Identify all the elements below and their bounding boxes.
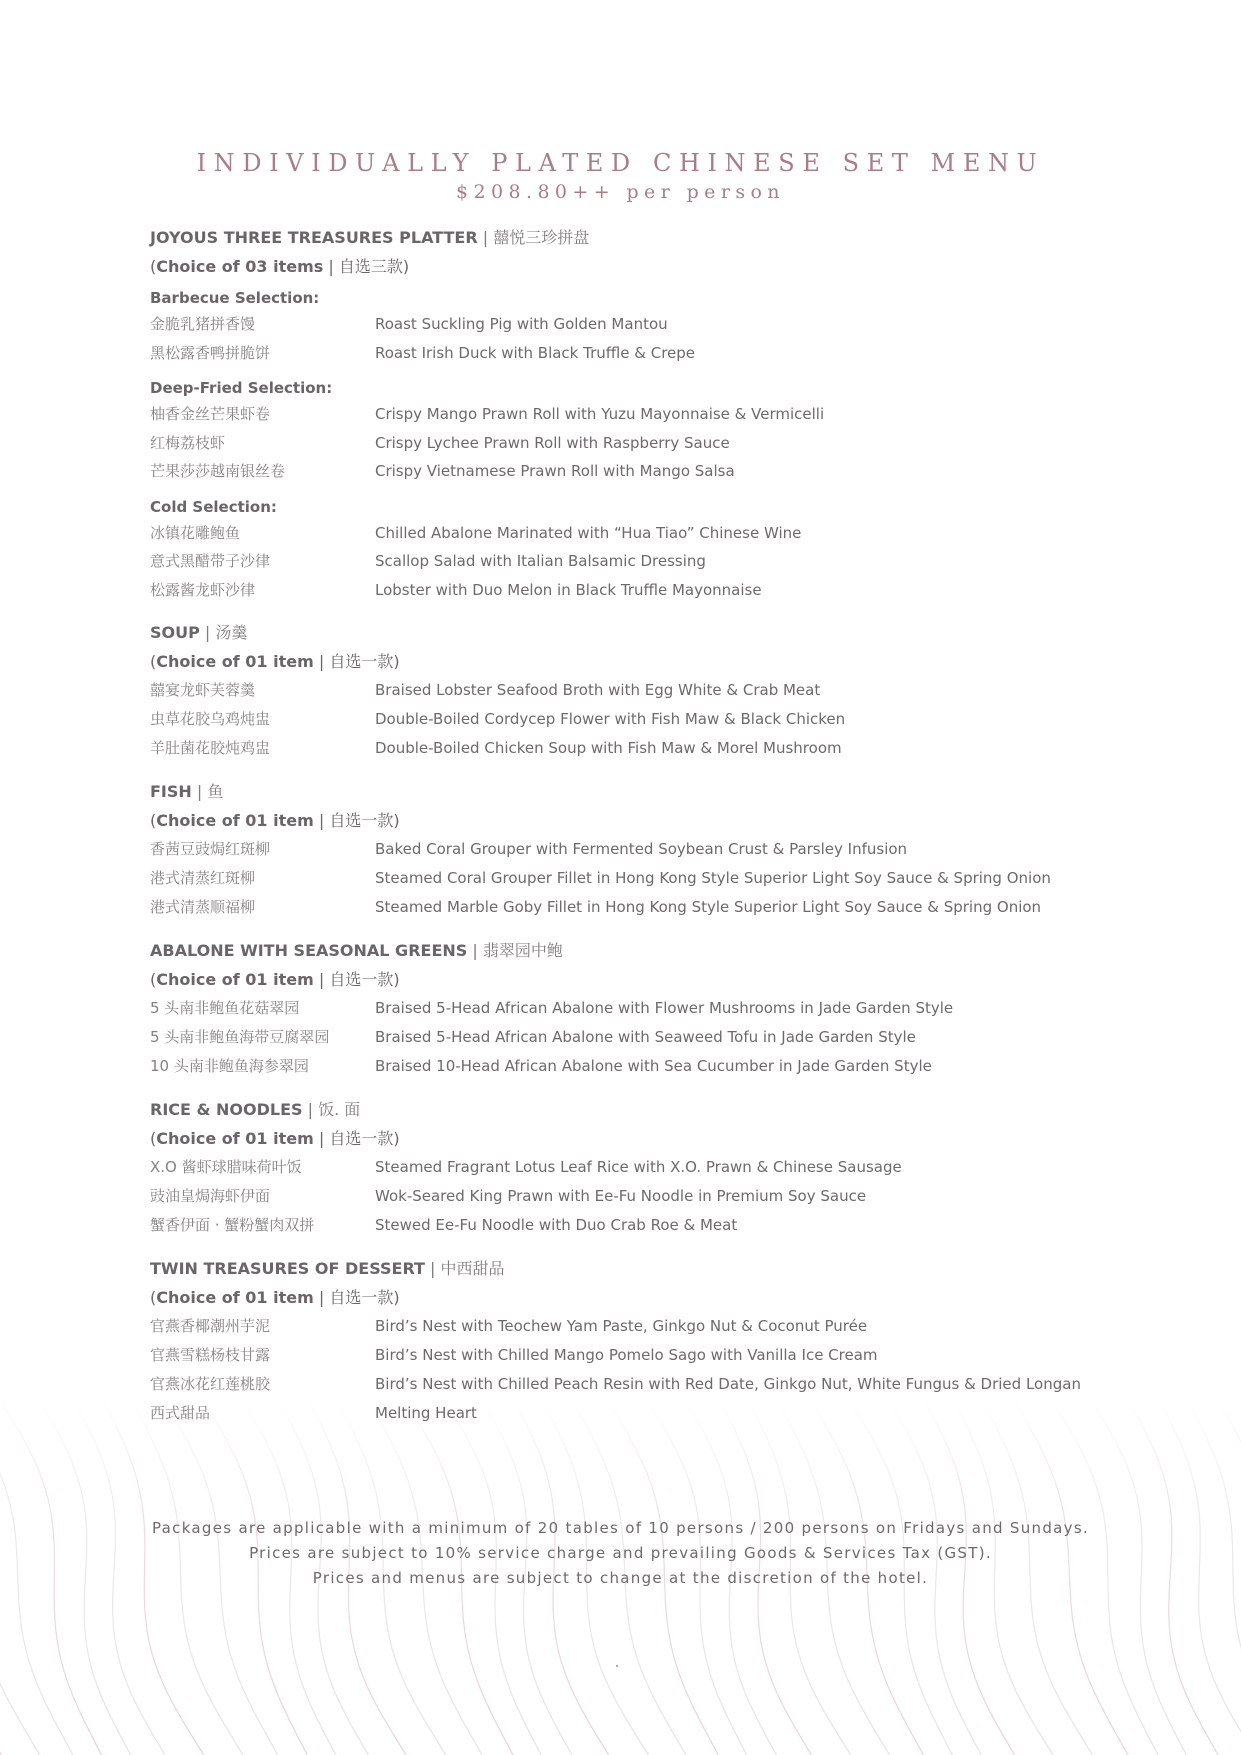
item-name-en: Bird’s Nest with Chilled Mango Pomelo Sago with Vanilla Ice Cream bbox=[375, 1346, 878, 1364]
item-name-en: Double-Boiled Cordycep Flower with Fish Maw & Black Chicken bbox=[375, 710, 846, 728]
item-name-zh: 芒果莎莎越南银丝卷 bbox=[150, 462, 286, 480]
item-name-en: Melting Heart bbox=[375, 1404, 477, 1422]
choice-en: Choice of 01 item bbox=[156, 970, 314, 989]
section-title-en: ABALONE WITH SEASONAL GREENS bbox=[150, 941, 468, 960]
choice-en: Choice of 01 item bbox=[156, 1129, 314, 1148]
item-name-en: Stewed Ee-Fu Noodle with Duo Crab Roe & Meat bbox=[375, 1216, 738, 1234]
menu-item bbox=[150, 547, 1150, 576]
paren: ) bbox=[393, 970, 400, 989]
choice-note bbox=[150, 965, 1150, 994]
selection-group bbox=[150, 377, 1150, 486]
section-title-zh: 中西甜品 bbox=[440, 1259, 505, 1278]
separator: | bbox=[313, 811, 330, 830]
item-name-zh: 西式甜品 bbox=[150, 1404, 211, 1422]
paren: ( bbox=[150, 257, 157, 276]
section-title-en: FISH bbox=[150, 782, 192, 801]
paren: ) bbox=[393, 1288, 400, 1307]
menu-section bbox=[150, 777, 1150, 922]
separator: | bbox=[191, 782, 208, 801]
menu-item bbox=[150, 1153, 1150, 1182]
menu-item bbox=[150, 994, 1150, 1023]
item-name-en: Steamed Marble Goby Fillet in Hong Kong Style Superior Light Soy Sauce & Spring Onion bbox=[375, 898, 1042, 916]
menu-item bbox=[150, 429, 1150, 458]
menu-item bbox=[150, 457, 1150, 486]
paren: ( bbox=[150, 811, 157, 830]
choice-note bbox=[150, 647, 1150, 676]
section-title-zh: 翡翠园中鲍 bbox=[482, 941, 563, 960]
menu-section bbox=[150, 1254, 1150, 1428]
item-name-en: Steamed Coral Grouper Fillet in Hong Kong Style Superior Light Soy Sauce & Spring Onion bbox=[375, 869, 1051, 887]
choice-en: Choice of 01 item bbox=[156, 1288, 314, 1307]
item-name-en: Crispy Vietnamese Prawn Roll with Mango Salsa bbox=[375, 462, 735, 480]
selection-groups bbox=[150, 287, 1150, 604]
footer-line-minimum: Packages are applicable with a minimum of 20 tables of 10 persons / 200 persons on Fridays and Sundays. bbox=[151, 1519, 1090, 1537]
menu-body bbox=[150, 223, 1150, 1442]
choice-zh: 自选一款 bbox=[329, 1129, 394, 1148]
item-name-en: Wok-Seared King Prawn with Ee-Fu Noodle in Premium Soy Sauce bbox=[375, 1187, 867, 1205]
item-name-zh: X.O 酱虾球腊味荷叶饭 bbox=[150, 1158, 302, 1176]
menu-title: INDIVIDUALLY PLATED CHINESE SET MENU bbox=[196, 149, 1045, 177]
menu-section bbox=[150, 936, 1150, 1081]
item-name-en: Scallop Salad with Italian Balsamic Dressing bbox=[375, 552, 706, 570]
item-name-en: Steamed Fragrant Lotus Leaf Rice with X.O. Prawn & Chinese Sausage bbox=[375, 1158, 902, 1176]
page-dot bbox=[616, 1665, 618, 1667]
item-name-en: Roast Suckling Pig with Golden Mantou bbox=[375, 315, 668, 333]
item-name-en: Braised 5-Head African Abalone with Flower Mushrooms in Jade Garden Style bbox=[375, 999, 954, 1017]
choice-note bbox=[150, 1283, 1150, 1312]
selection-group bbox=[150, 496, 1150, 605]
separator: | bbox=[302, 1100, 319, 1119]
item-name-zh: 红梅荔枝虾 bbox=[150, 433, 226, 452]
menu-item bbox=[150, 1023, 1150, 1052]
separator: | bbox=[313, 652, 330, 671]
selection-title: Cold Selection: bbox=[150, 497, 277, 516]
item-name-zh: 蟹香伊面 · 蟹粉蟹肉双拼 bbox=[150, 1216, 315, 1234]
menu-item bbox=[150, 339, 1150, 368]
choice-en: Choice of 01 item bbox=[156, 652, 314, 671]
separator: | bbox=[313, 1288, 330, 1307]
section-title-en: JOYOUS THREE TREASURES PLATTER bbox=[150, 228, 478, 247]
item-name-en: Crispy Mango Prawn Roll with Yuzu Mayonnaise & Vermicelli bbox=[375, 405, 825, 423]
separator: | bbox=[424, 1259, 441, 1278]
choice-zh: 自选三款 bbox=[338, 257, 403, 276]
item-name-en: Chilled Abalone Marinated with “Hua Tiao” Chinese Wine bbox=[375, 523, 802, 542]
item-name-zh: 官燕雪糕杨枝甘露 bbox=[150, 1346, 271, 1364]
footer-line-disclaimer: Prices and menus are subject to change at the discretion of the hotel. bbox=[312, 1569, 929, 1587]
paren: ) bbox=[393, 811, 400, 830]
separator: | bbox=[313, 970, 330, 989]
menu-item bbox=[150, 1399, 1150, 1428]
section-title bbox=[150, 1254, 1150, 1283]
separator: | bbox=[477, 228, 494, 247]
section-title-zh: 鱼 bbox=[207, 782, 224, 801]
choice-zh: 自选一款 bbox=[329, 1288, 394, 1307]
selection-title: Barbecue Selection: bbox=[150, 289, 320, 307]
paren: ( bbox=[150, 652, 157, 671]
item-name-en: Braised 5-Head African Abalone with Seaweed Tofu in Jade Garden Style bbox=[375, 1028, 916, 1046]
choice-note bbox=[150, 806, 1150, 835]
section-title-zh: 囍悦三珍拼盘 bbox=[493, 228, 590, 247]
menu-item bbox=[150, 1052, 1150, 1081]
section-title bbox=[150, 618, 1150, 647]
section-title-en: TWIN TREASURES OF DESSERT bbox=[150, 1259, 425, 1278]
paren: ( bbox=[150, 1288, 157, 1307]
item-name-en: Lobster with Duo Melon in Black Truffle Mayonnaise bbox=[375, 580, 762, 599]
item-name-zh: 松露酱龙虾沙律 bbox=[150, 580, 256, 599]
menu-section bbox=[150, 1095, 1150, 1240]
item-name-zh: 柚香金丝芒果虾卷 bbox=[150, 405, 271, 423]
item-name-zh: 羊肚菌花胶炖鸡盅 bbox=[150, 739, 271, 757]
item-name-zh: 5 头南非鲍鱼海带豆腐翠园 bbox=[150, 1028, 330, 1046]
choice-note bbox=[150, 252, 1150, 281]
section-title bbox=[150, 1095, 1150, 1124]
choice-zh: 自选一款 bbox=[329, 970, 394, 989]
footer-line-service-charge: Prices are subject to 10% service charge and prevailing Goods & Services Tax (GST). bbox=[249, 1544, 992, 1562]
separator: | bbox=[467, 941, 483, 960]
section-title-en: RICE & NOODLES bbox=[150, 1100, 303, 1119]
menu-section bbox=[150, 618, 1150, 763]
item-name-en: Braised Lobster Seafood Broth with Egg White & Crab Meat bbox=[375, 681, 821, 699]
item-name-en: Baked Coral Grouper with Fermented Soybean Crust & Parsley Infusion bbox=[375, 840, 908, 858]
menu-item bbox=[150, 519, 1150, 548]
item-name-zh: 虫草花胶乌鸡炖盅 bbox=[150, 710, 271, 728]
selection-title: Deep-Fried Selection: bbox=[150, 379, 333, 397]
item-name-zh: 冰镇花雕鲍鱼 bbox=[150, 523, 241, 542]
menu-header bbox=[0, 148, 1241, 204]
item-name-en: Braised 10-Head African Abalone with Sea Cucumber in Jade Garden Style bbox=[375, 1057, 932, 1075]
menu-section bbox=[150, 223, 1150, 604]
section-title bbox=[150, 936, 1150, 965]
paren: ( bbox=[150, 1129, 157, 1148]
choice-zh: 自选一款 bbox=[329, 652, 394, 671]
item-name-en: Bird’s Nest with Chilled Peach Resin with Red Date, Ginkgo Nut, White Fungus & Dried Longan bbox=[375, 1375, 1081, 1393]
menu-item bbox=[150, 1182, 1150, 1211]
section-title-zh: 汤羹 bbox=[215, 623, 248, 642]
menu-item bbox=[150, 1341, 1150, 1370]
item-name-zh: 黑松露香鸭拼脆饼 bbox=[150, 343, 271, 362]
item-name-en: Bird’s Nest with Teochew Yam Paste, Ginkgo Nut & Coconut Purée bbox=[375, 1317, 868, 1335]
paren: ) bbox=[393, 1129, 400, 1148]
separator: | bbox=[313, 1129, 330, 1148]
item-name-zh: 豉油皇焗海虾伊面 bbox=[150, 1187, 271, 1205]
separator: | bbox=[323, 257, 339, 276]
item-name-zh: 港式清蒸顺福柳 bbox=[150, 898, 256, 916]
item-name-en: Roast Irish Duck with Black Truffle & Crepe bbox=[375, 343, 696, 362]
section-title bbox=[150, 223, 1150, 252]
menu-price: $208.80++ per person bbox=[456, 181, 785, 203]
menu-item bbox=[150, 835, 1150, 864]
menu-item bbox=[150, 676, 1150, 705]
item-name-zh: 金脆乳猪拼香馒 bbox=[150, 315, 256, 333]
menu-item bbox=[150, 310, 1150, 339]
item-name-zh: 10 头南非鲍鱼海参翠园 bbox=[150, 1057, 309, 1075]
item-name-zh: 官燕冰花红莲桃胶 bbox=[150, 1375, 271, 1393]
menu-item bbox=[150, 864, 1150, 893]
menu-item bbox=[150, 734, 1150, 763]
menu-item bbox=[150, 400, 1150, 429]
section-title-zh: 饭. 面 bbox=[318, 1100, 361, 1119]
item-name-zh: 官燕香椰潮州芋泥 bbox=[150, 1317, 271, 1335]
paren: ) bbox=[393, 652, 400, 671]
item-name-zh: 港式清蒸红斑柳 bbox=[150, 869, 256, 887]
item-name-en: Double-Boiled Chicken Soup with Fish Maw & Morel Mushroom bbox=[375, 739, 842, 757]
choice-zh: 自选一款 bbox=[329, 811, 394, 830]
item-name-zh: 5 头南非鲍鱼花菇翠园 bbox=[150, 999, 300, 1017]
choice-note bbox=[150, 1124, 1150, 1153]
choice-en: Choice of 03 items bbox=[156, 257, 324, 276]
paren: ) bbox=[402, 257, 410, 276]
choice-en: Choice of 01 item bbox=[156, 811, 314, 830]
section-title-en: SOUP bbox=[150, 623, 200, 642]
item-name-zh: 香茜豆豉焗红斑柳 bbox=[150, 840, 271, 858]
menu-item bbox=[150, 893, 1150, 922]
item-name-zh: 意式黑醋带子沙律 bbox=[150, 552, 271, 570]
menu-item bbox=[150, 1370, 1150, 1399]
paren: ( bbox=[150, 970, 157, 989]
footer-notes bbox=[0, 1516, 1241, 1591]
menu-item bbox=[150, 705, 1150, 734]
menu-item bbox=[150, 1312, 1150, 1341]
selection-group bbox=[150, 287, 1150, 367]
item-name-en: Crispy Lychee Prawn Roll with Raspberry Sauce bbox=[375, 433, 730, 452]
separator: | bbox=[199, 623, 216, 642]
item-name-zh: 囍宴龙虾芙蓉羹 bbox=[150, 681, 256, 699]
menu-item bbox=[150, 576, 1150, 605]
menu-item bbox=[150, 1211, 1150, 1240]
section-title bbox=[150, 777, 1150, 806]
